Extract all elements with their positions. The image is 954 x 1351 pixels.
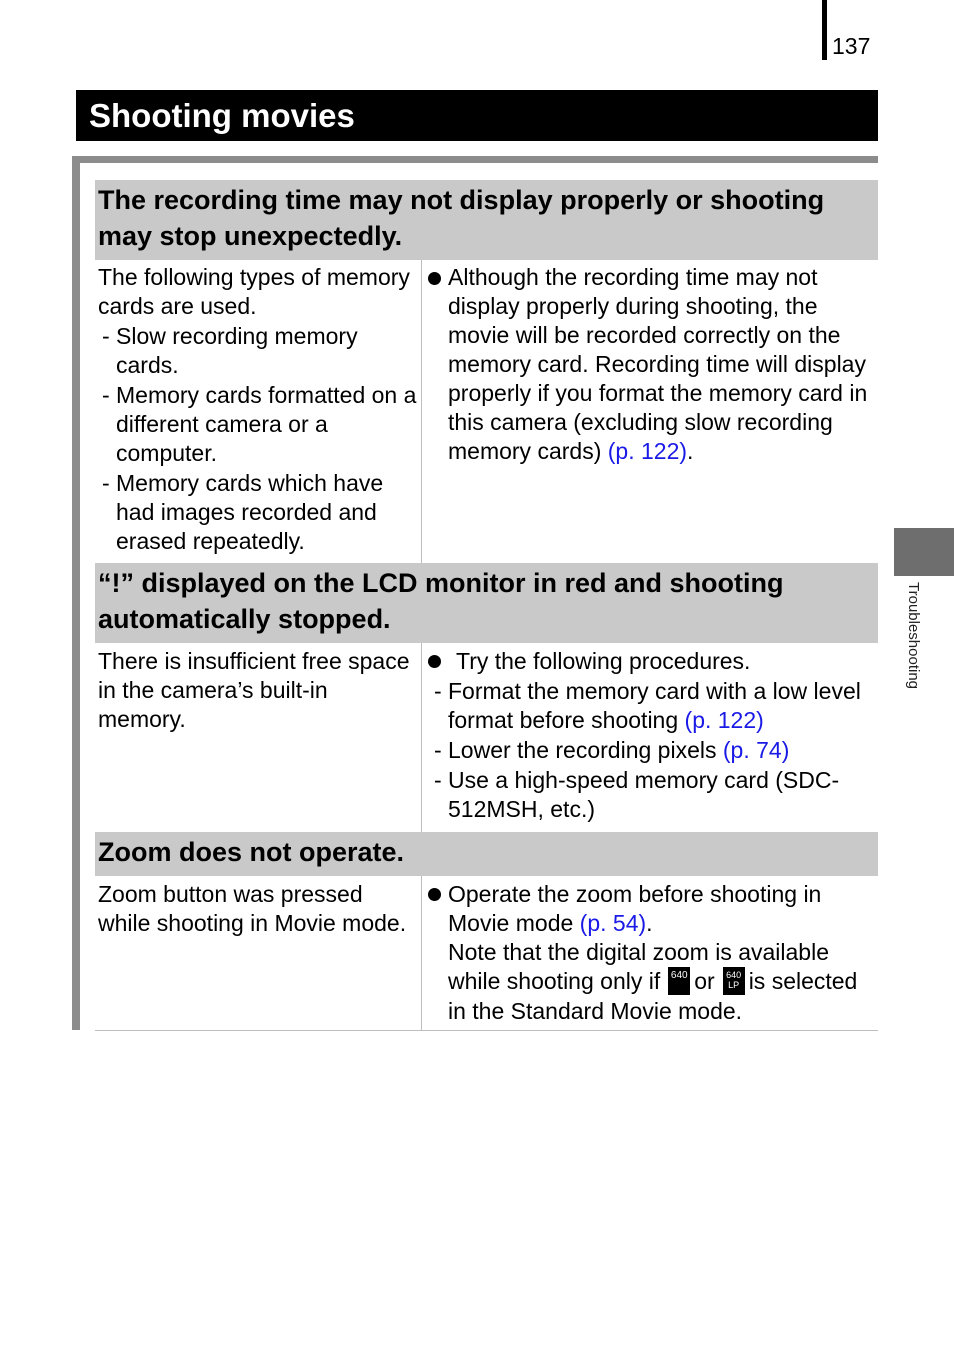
remedy-note — [448, 938, 878, 1026]
bullet-icon — [428, 272, 441, 285]
issue-remedy-zoom — [448, 880, 878, 1026]
remedy-text: Operate the zoom before shooting in Movie mode — [448, 881, 822, 936]
bullet-icon — [428, 888, 441, 901]
page-link[interactable]: (p. 122) — [607, 438, 688, 464]
remedy-end: . — [646, 910, 653, 936]
issue-cause-zoom: Zoom button was pressed while shooting in Movie mode. — [98, 881, 407, 936]
page-marker-bar — [822, 0, 827, 60]
cause-intro: The following types of memory cards are used. — [98, 264, 410, 319]
table-frame-left — [72, 156, 80, 1030]
chapter-tab — [894, 528, 954, 576]
issue-heading-zoom: Zoom does not operate. — [95, 832, 878, 876]
remedy-item — [434, 736, 878, 765]
remedy-item-text: Use a high-speed memory card (SDC-512MSH, etc.) — [448, 767, 840, 822]
issue-heading-recording-time: The recording time may not display properly or shooting may stop unexpectedly. — [95, 180, 878, 260]
remedy-main — [448, 880, 878, 938]
page-link[interactable]: (p. 122) — [684, 707, 764, 733]
page-link[interactable]: (p. 74) — [722, 737, 790, 763]
movie-640-lp-icon: 640 LP — [723, 967, 745, 995]
remedy-item-text: Lower the recording pixels — [448, 737, 717, 763]
section-title: Shooting movies — [76, 90, 878, 141]
issue-cause-lcd-warning: There is insufficient free space in the camera’s built-in memory. — [98, 648, 410, 732]
cause-item: - Memory cards formatted on a different camera or a computer. — [98, 381, 420, 468]
table-bottom-rule — [95, 1030, 878, 1031]
chapter-tab-label: Troubleshooting — [905, 582, 922, 690]
column-divider — [421, 643, 422, 832]
cause-item: - Slow recording memory cards. — [98, 322, 420, 380]
issue-heading-lcd-warning: “!” displayed on the LCD monitor in red and shooting automatically stopped. — [95, 563, 878, 643]
remedy-text: Although the recording time may not display properly during shooting, the movie will be recorded correctly on the memory card. Recording time will display properly if you format the memory card in this camera (excluding slow recording memory cards) — [448, 264, 868, 464]
column-divider — [421, 876, 422, 1030]
note-text: Note that the digital zoom is available while shooting only if — [448, 939, 829, 994]
page-link[interactable]: (p. 54) — [579, 910, 647, 936]
note-or: or — [694, 968, 715, 994]
remedy-end: . — [687, 438, 694, 464]
movie-640-icon: 640 — [668, 967, 690, 995]
table-frame-top — [72, 156, 878, 163]
remedy-intro: Try the following procedures. — [456, 648, 751, 674]
column-divider — [421, 260, 422, 563]
remedy-item-text: Format the memory card with a low level format before shooting — [448, 678, 861, 733]
cause-item: - Memory cards which have had images recorded and erased repeatedly. — [98, 469, 420, 556]
note-text: is selected in the Standard Movie mode. — [448, 968, 858, 1024]
page-number: 137 — [832, 33, 871, 59]
issue-remedy-recording-time — [448, 263, 878, 466]
remedy-item — [434, 677, 878, 735]
issue-cause-recording-time — [98, 263, 420, 556]
remedy-item — [434, 766, 878, 824]
issue-remedy-lcd-warning — [434, 647, 878, 824]
